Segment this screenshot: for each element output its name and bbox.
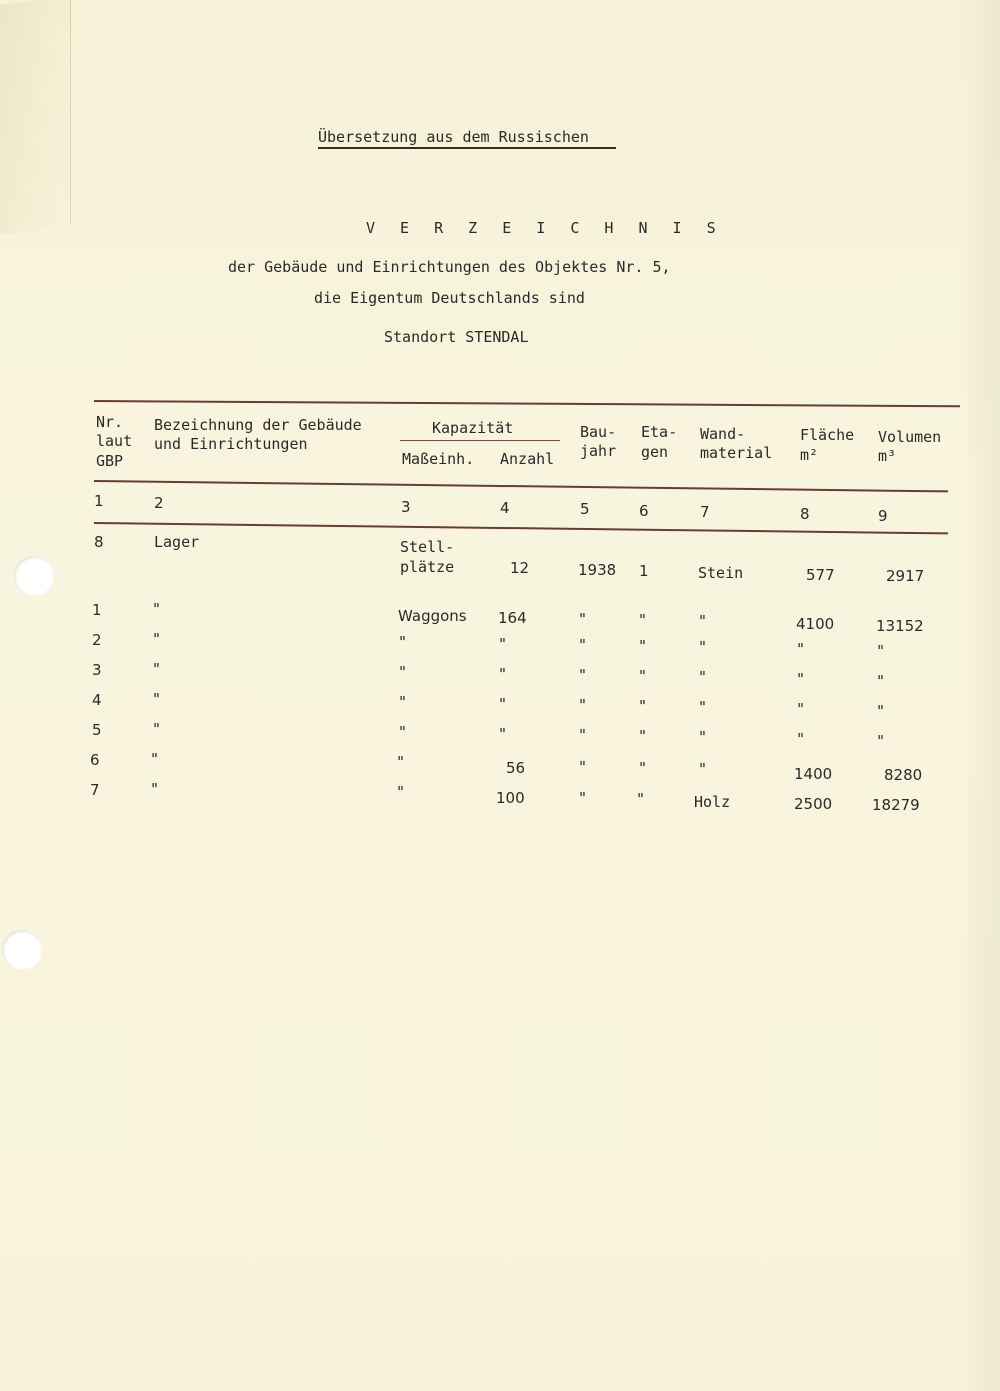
row-volumen: 2917	[886, 567, 925, 585]
row-nr: 2	[92, 631, 102, 649]
row-anzahl: "	[498, 725, 508, 743]
column-number: 4	[500, 499, 510, 517]
row-anzahl: 12	[510, 559, 530, 577]
header-masseinheit: Maßeinh.	[402, 450, 475, 468]
row-nr: 8	[94, 533, 104, 551]
row-wandmaterial: "	[698, 638, 708, 656]
header-volumen-1: Volumen	[878, 428, 942, 446]
row-baujahr: "	[578, 696, 588, 714]
row-bezeichnung: "	[152, 630, 162, 648]
row-baujahr: "	[578, 666, 588, 684]
punch-hole	[14, 556, 54, 596]
row-etagen: "	[638, 697, 648, 715]
row-anzahl: "	[498, 665, 508, 683]
row-volumen: 13152	[876, 617, 924, 635]
row-flaeche: 4100	[796, 615, 835, 633]
row-flaeche: "	[796, 670, 806, 688]
column-number: 8	[800, 505, 810, 523]
paper-fold	[0, 0, 71, 235]
row-anzahl: 100	[496, 789, 525, 807]
header-wand-1: Wand-	[700, 425, 746, 443]
row-bezeichnung: "	[152, 720, 162, 738]
header-baujahr-1: Bau-	[580, 423, 617, 441]
row-wandmaterial: Holz	[694, 793, 731, 811]
row-masseinheit: "	[398, 633, 408, 651]
header-nr-3: GBP	[96, 452, 124, 470]
paper-shadow	[960, 0, 1000, 1391]
row-nr: 1	[92, 601, 102, 619]
translation-note-underline	[318, 147, 616, 149]
row-baujahr: "	[578, 789, 588, 807]
column-numbers-rule	[94, 522, 948, 534]
row-bezeichnung: "	[150, 780, 160, 798]
row-etagen: "	[636, 790, 646, 808]
subtitle-line-2: die Eigentum Deutschlands sind	[314, 289, 585, 307]
row-flaeche: "	[796, 640, 806, 658]
row-wandmaterial: "	[698, 668, 708, 686]
row-flaeche: 1400	[794, 765, 833, 783]
row-bezeichnung: "	[150, 750, 160, 768]
row-bezeichnung: "	[152, 690, 162, 708]
column-number: 3	[401, 498, 411, 516]
header-bezeichnung-1: Bezeichnung der Gebäude	[154, 416, 362, 434]
row-wandmaterial: "	[698, 728, 708, 746]
row-flaeche: "	[796, 700, 806, 718]
row-bezeichnung: "	[152, 660, 162, 678]
row-etagen: "	[638, 759, 648, 777]
location-line: Standort STENDAL	[384, 328, 529, 346]
row-anzahl: "	[498, 695, 508, 713]
header-nr-2: laut	[96, 432, 133, 450]
header-bottom-rule	[94, 480, 948, 492]
header-kapazitaet: Kapazität	[432, 419, 514, 437]
row-wandmaterial: Stein	[698, 564, 744, 582]
row-masseinheit: "	[396, 783, 406, 801]
row-volumen: "	[876, 732, 886, 750]
row-etagen: "	[638, 727, 648, 745]
row-masseinheit: Stell-	[400, 538, 455, 556]
column-number: 9	[878, 507, 888, 525]
row-flaeche: "	[796, 730, 806, 748]
row-masseinheit: "	[398, 723, 408, 741]
header-wand-2: material	[700, 444, 773, 462]
row-bezeichnung: "	[152, 600, 162, 618]
header-etagen-2: gen	[641, 443, 669, 461]
column-number: 1	[94, 492, 104, 510]
row-volumen: "	[876, 642, 886, 660]
row-masseinheit: Waggons	[398, 607, 467, 625]
row-volumen: 8280	[884, 766, 923, 784]
row-wandmaterial: "	[698, 698, 708, 716]
row-baujahr: "	[578, 636, 588, 654]
row-volumen: "	[876, 672, 886, 690]
header-etagen-1: Eta-	[641, 423, 678, 441]
header-baujahr-2: jahr	[580, 442, 617, 460]
kapazitaet-rule	[400, 440, 560, 441]
header-volumen-2: m³	[878, 447, 897, 465]
column-number: 5	[580, 500, 590, 518]
row-wandmaterial: "	[698, 612, 708, 630]
row-masseinheit: "	[398, 663, 408, 681]
row-baujahr: "	[578, 726, 588, 744]
row-nr: 7	[90, 781, 100, 799]
row-masseinheit-2: plätze	[400, 558, 455, 576]
row-nr: 5	[92, 721, 102, 739]
row-flaeche: 2500	[794, 795, 833, 813]
row-etagen: "	[638, 667, 648, 685]
table-top-rule	[94, 400, 960, 407]
translation-note: Übersetzung aus dem Russischen	[318, 128, 589, 146]
row-baujahr: 1938	[578, 561, 617, 579]
row-masseinheit: "	[396, 753, 406, 771]
row-bezeichnung: Lager	[154, 533, 200, 551]
row-etagen: "	[638, 611, 648, 629]
column-number: 7	[700, 503, 710, 521]
row-volumen: "	[876, 702, 886, 720]
document-title: V E R Z E I C H N I S	[366, 219, 724, 237]
header-bezeichnung-2: und Einrichtungen	[154, 435, 308, 453]
row-etagen: "	[638, 637, 648, 655]
header-flaeche-2: m²	[800, 446, 819, 464]
row-nr: 3	[92, 661, 102, 679]
column-number: 6	[639, 502, 649, 520]
header-nr-1: Nr.	[96, 413, 124, 431]
header-anzahl: Anzahl	[500, 450, 555, 468]
row-nr: 6	[90, 751, 100, 769]
row-etagen: 1	[639, 562, 649, 580]
row-flaeche: 577	[806, 566, 835, 584]
row-anzahl: 56	[506, 759, 526, 777]
row-nr: 4	[92, 691, 102, 709]
row-baujahr: "	[578, 610, 588, 628]
row-masseinheit: "	[398, 693, 408, 711]
row-anzahl: "	[498, 635, 508, 653]
punch-hole	[2, 930, 42, 970]
header-flaeche-1: Fläche	[800, 426, 855, 444]
column-number: 2	[154, 494, 164, 512]
row-volumen: 18279	[872, 796, 920, 814]
row-baujahr: "	[578, 758, 588, 776]
row-wandmaterial: "	[698, 760, 708, 778]
subtitle-line-1: der Gebäude und Einrichtungen des Objektes Nr. 5,	[228, 258, 671, 276]
row-anzahl: 164	[498, 609, 527, 627]
